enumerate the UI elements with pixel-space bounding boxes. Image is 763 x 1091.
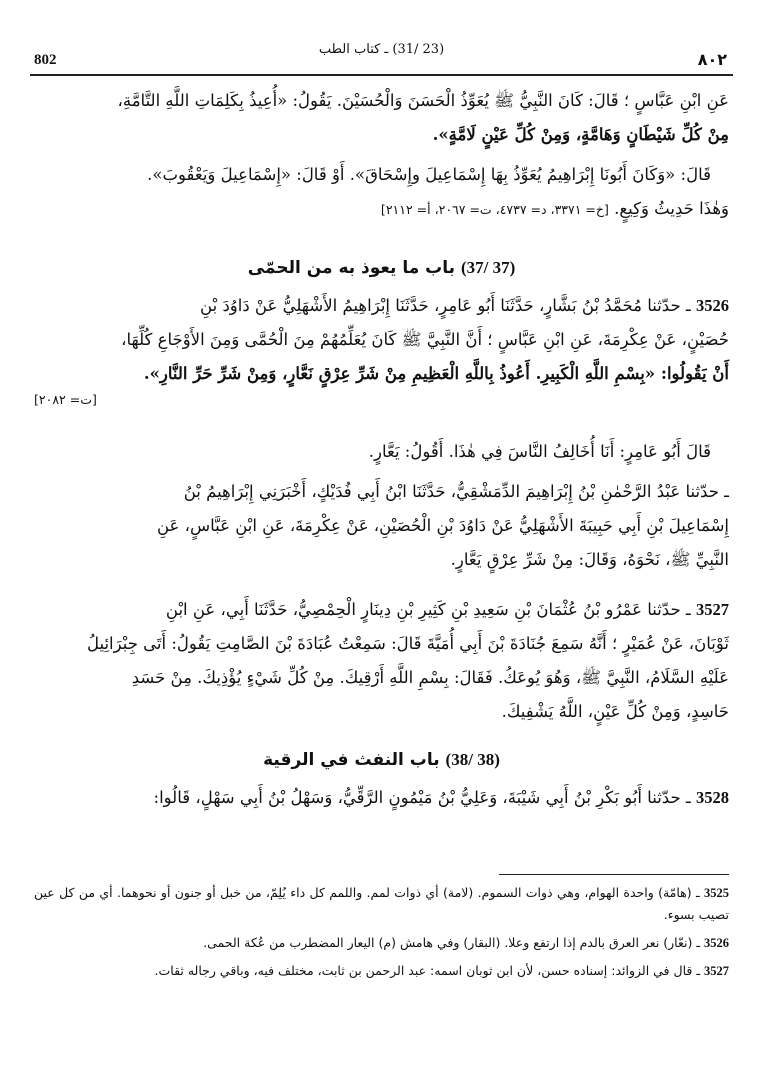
cross-reference: [ت= ٢٠٨٢] (34, 392, 97, 407)
hadith-number: 3528 (696, 788, 729, 807)
text-line: عَنِ ابْنِ عَبَّاسٍ ؛ قَالَ: كَانَ النَّبِيُّ ﷺ يُعَوِّذُ الْحَسَنَ وَالْحُسَيْنَ. يَقُولُ: «أُعِيذُ بِكَلِمَاتِ اللَّهِ التَّامَّةِ، (117, 91, 729, 110)
footnote-number: 3525 (703, 886, 729, 900)
text-line: النَّبِيِّ ﷺ، نَحْوَهُ، وَقَالَ: مِنْ شَرِّ عِرْقٍ يَعَّارٍ. (450, 550, 729, 569)
text-segment: حدّثنا مُحَمَّدُ بْنُ بَشَّارٍ، حَدَّثَنَا أَبُو عَامِرٍ، حَدَّثَنَا إِبْرَاهِيمُ الأَشْهَلِيُّ عَنْ دَاوُدَ بْنِ (200, 296, 681, 315)
page-number-arabic: ٨٠٢ (697, 50, 727, 69)
footnote (34, 882, 729, 926)
hadith-number: 3526 (696, 296, 729, 315)
footnote (34, 960, 729, 982)
text-segment: وَهٰذَا حَدِيثُ وَكِيعٍ. (614, 199, 729, 218)
hadith-3526: 3526 ـ حدّثنا مُحَمَّدُ بْنُ بَشَّارٍ، حَدَّثَنَا أَبُو عَامِرٍ، حَدَّثَنَا إِبْرَاهِيمُ الأَشْهَلِيُّ عَنْ دَاوُدَ بْنِ (200, 296, 729, 315)
text-line: حَاسِدٍ، وَمِنْ كُلِّ عَيْنٍ، اللَّهُ يَشْفِيكَ. (501, 702, 729, 721)
text-line: مِنْ كُلِّ شَيْطَانٍ وَهَامَّةٍ، وَمِنْ كُلِّ عَيْنٍ لَامَّةٍ». (432, 125, 729, 144)
text-line: ـ حدّثنا عَبْدُ الرَّحْمٰنِ بْنُ إِبْرَاهِيمَ الدِّمَشْقِيُّ، حَدَّثَنَا ابْنُ أَبِي فُدَيْكٍ، أَخْبَرَنِي إِبْرَاهِيمُ بْنُ (183, 482, 729, 501)
footnotes (34, 882, 729, 988)
footnote-text: ـ قال في الزوائد: إسناده حسن، لأن ابن ثوبان اسمه: عبد الرحمن بن ثابت، مختلف فيه، وباقي رجاله ثقات. (154, 963, 701, 978)
text-line: أَنْ يَقُولُوا: «بِسْمِ اللَّهِ الْكَبِيرِ. أَعُوذُ بِاللَّهِ الْعَظِيمِ مِنْ شَرِّ عِرْقٍ نَعَّارٍ، وَمِنْ شَرِّ حَرِّ النَّارِ». (143, 364, 729, 383)
text-segment: حدّثنا عَمْرُو بْنُ عُثْمَانَ بْنِ سَعِيدِ بْنِ كَثِيرِ بْنِ دِينَارٍ الْحِمْصِيُّ، حَدَّثَنَا أَبِي، عَنِ ابْنِ (165, 600, 681, 619)
text-line: قَالَ أَبُو عَامِرٍ: أَنَا أُخَالِفُ النَّاسَ فِي هٰذَا. أَقُولُ: يَعَّارٍ. (368, 442, 711, 461)
main-text (34, 84, 729, 815)
footnote (34, 932, 729, 954)
text-line: حُصَيْنٍ، عَنْ عِكْرِمَةَ، عَنِ ابْنِ عَبَّاسٍ ؛ أَنَّ النَّبِيَّ ﷺ كَانَ يُعَلِّمُهُمْ مِنَ الْحُمَّى وَمِنَ الأَوْجَاعِ كُلِّهَا، (121, 330, 729, 349)
cross-reference: [خ= ٣٣٧١، د= ٤٧٣٧، ت= ٢٠٦٧، أ= ٢١١٢] (380, 202, 609, 217)
text-line: قَالَ: «وَكَانَ أَبُونَا إِبْرَاهِيمُ يُعَوِّذُ بِهَا إِسْمَاعِيلَ وإِسْحَاقَ». أَوْ قَالَ: «إِسْمَاعِيلَ وَيَعْقُوبَ». (147, 165, 711, 184)
section-title: باب ما يعوذ به من الحمّى (247, 258, 456, 278)
text-line (34, 192, 729, 227)
text-segment: حدّثنا أَبُو بَكْرِ بْنُ أَبِي شَيْبَةَ، وَعَلِيُّ بْنُ مَيْمُونٍ الرَّقِّيُّ، وَسَهْلُ بْنُ أَبِي سَهْلٍ، قَالُوا: (153, 788, 681, 807)
footnote-number: 3526 (704, 936, 729, 950)
hadith-3527: 3527 ـ حدّثنا عَمْرُو بْنُ عُثْمَانَ بْنِ سَعِيدِ بْنِ كَثِيرِ بْنِ دِينَارٍ الْحِمْصِيُّ، حَدَّثَنَا أَبِي، عَنِ ابْنِ (165, 600, 729, 619)
text-line: إِسْمَاعِيلَ بْنِ أَبِي حَبِيبَةَ الأَشْهَلِيُّ عَنْ دَاوُدَ بْنِ الْحُصَيْنِ، عَنْ عِكْرِمَةَ، عَنِ ابْنِ عَبَّاسٍ، عَنِ (156, 516, 729, 535)
footnote-divider (499, 874, 729, 875)
footnote-number: 3527 (704, 964, 729, 978)
section-heading-38 (34, 745, 729, 775)
footnote-text: ـ (نعّار) نعر العرق بالدم إذا ارتفع وعلا. (البقار) وفي هامش (م) اليعار المضطرب من عُكة الحمى. (203, 935, 701, 950)
section-heading-37 (34, 253, 729, 283)
running-title: (23 /31) ـ كتاب الطب (318, 42, 445, 57)
page-number-latin: 802 (34, 52, 57, 68)
page-header (30, 38, 733, 76)
hadith-3528: 3528 ـ حدّثنا أَبُو بَكْرِ بْنُ أَبِي شَيْبَةَ، وَعَلِيُّ بْنُ مَيْمُونٍ الرَّقِّيُّ، وَسَهْلُ بْنُ أَبِي سَهْلٍ، قَالُوا: (153, 788, 729, 807)
text-line: ثَوْبَانَ، عَنْ عُمَيْرٍ ؛ أَنَّهُ سَمِعَ جُنَادَةَ بْنَ أَبِي أُمَيَّةَ قَالَ: سَمِعْتُ عُبَادَةَ بْنَ الصَّامِتِ يَقُولُ: أَتَى جِبْرَائِيلُ (86, 634, 729, 653)
hadith-number: 3527 (696, 600, 729, 619)
section-number: (38 /38) (445, 750, 500, 769)
text-line: عَلَيْهِ السَّلَامُ، النَّبِيَّ ﷺ، وَهُوَ يُوعَكُ. فَقَالَ: بِسْمِ اللَّهِ أَرْقِيكَ. مِنْ كُلِّ شَيْءٍ يُؤْذِيكَ. مِنْ حَسَدِ (131, 668, 729, 687)
footnote-text: ـ (هامّة) واحدة الهوام، وهي ذوات السموم. (لامة) أي ذوات لمم. واللمم كل داء يُلِمّ، من خبل أو جنون أو نحوهما. أي من كل عين تصيب بسوء. (34, 885, 729, 922)
section-number: (37 /37) (460, 258, 516, 277)
section-title: باب النفث في الرقية (263, 750, 440, 770)
